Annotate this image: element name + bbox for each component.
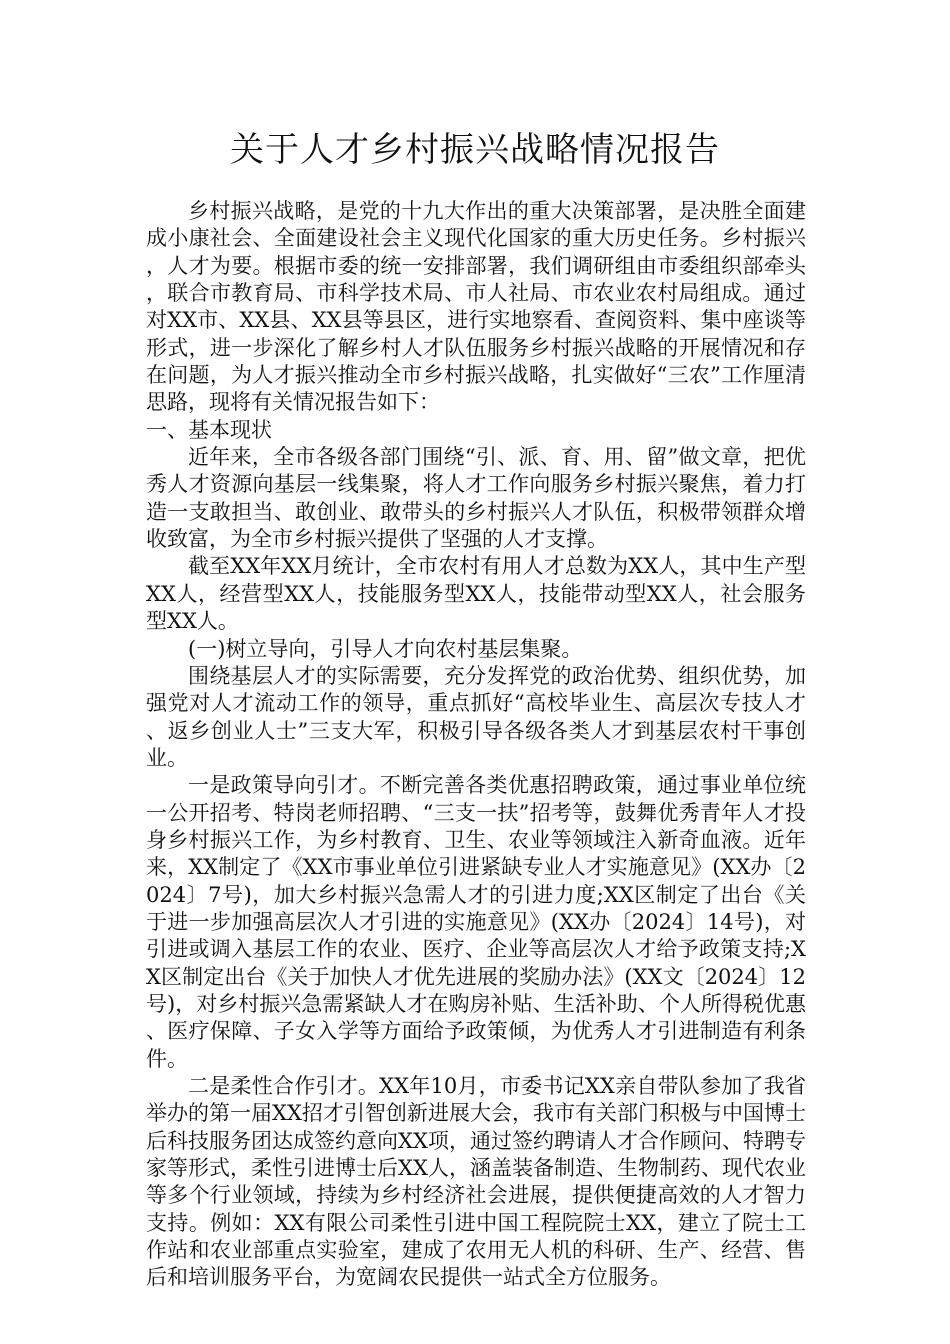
statistics-paragraph: 截至XX年XX月统计，全市农村有用人才总数为XX人，其中生产型XX人，经营型XX人，技能服务型XX人，技能带动型XX人，社会服务型XX人。 (146, 554, 806, 634)
document-title: 关于人才乡村振兴战略情况报告 (230, 130, 720, 170)
overview-paragraph: 近年来，全市各级各部门围绕“引、派、育、用、留”做文章，把优秀人才资源向基层一线集聚，将人才工作向服务乡村振兴聚焦，着力打造一支敢担当、敢创业、敢带头的乡村振兴人才队伍，积极带领群众增收致富，为全市乡村振兴提供了坚强的人才支撑。 (146, 445, 806, 552)
subsection-heading-guidance: (一)树立导向，引导人才向农村基层集聚。 (188, 636, 583, 661)
section-heading-basic-status: 一、基本现状 (146, 417, 272, 442)
policy-talent-paragraph: 一是政策导向引才。不断完善各类优惠招聘政策，通过事业单位统一公开招考、特岗老师招聘、“三支一扶”招考等，鼓舞优秀青年人才投身乡村振兴工作，为乡村教育、卫生、农业等领域注入新奇血液。近年来，XX制定了《XX市事业单位引进紧缺专业人才实施意见》(XX办〔2024〕7号)，加大乡村振兴急需人才的引进力度;XX区制定了出台《关于进一步加强高层次人才引进的实施意见》(XX办〔2024〕14号)，对引进或调入基层工作的农业、医疗、企业等高层次人才给予政策支持;XX区制定出台《关于加快人才优先进展的奖励办法》(XX文〔2024〕12号)，对乡村振兴急需紧缺人才在购房补贴、生活补助、个人所得税优惠、医疗保障、子女入学等方面给予政策倾，为优秀人才引进制造有利条件。 (146, 773, 806, 1071)
flexible-cooperation-paragraph: 二是柔性合作引才。XX年10月，市委书记XX亲自带队参加了我省举办的第一届XX招才引智创新进展大会，我市有关部门积极与中国博士后科技服务团达成签约意向XX项，通过签约聘请人才合作顾问、特聘专家等形式，柔性引进博士后XX人，涵盖装备制造、生物制药、现代农业等多个行业领域，持续为乡村经济社会进展，提供便捷高效的人才智力支持。例如：XX有限公司柔性引进中国工程院院士XX，建立了院士工作站和农业部重点实验室，建成了农用无人机的科研、生产、经营、售后和培训服务平台，为宽阔农民提供一站式全方位服务。 (146, 1074, 806, 1290)
intro-paragraph: 乡村振兴战略，是党的十九大作出的重大决策部署，是决胜全面建成小康社会、全面建设社会主义现代化国家的重大历史任务。乡村振兴，人才为要。根据市委的统一安排部署，我们调研组由市委组织部牵头，联合市教育局、市科学技术局、市人社局、市农业农村局组成。通过对XX市、XX县、XX县等县区，进行实地察看、查阅资料、集中座谈等形式，进一步深化了解乡村人才队伍服务乡村振兴战略的开展情况和存在问题，为人才振兴推动全市乡村振兴战略，扎实做好“三农”工作厘清思路，现将有关情况报告如下： (146, 199, 806, 415)
guidance-paragraph: 围绕基层人才的实际需要，充分发挥党的政治优势、组织优势，加强党对人才流动工作的领导，重点抓好“高校毕业生、高层次专技人才、返乡创业人士”三支大军，积极引导各级各类人才到基层农村干事创业。 (146, 663, 806, 770)
document-body (146, 198, 806, 1292)
